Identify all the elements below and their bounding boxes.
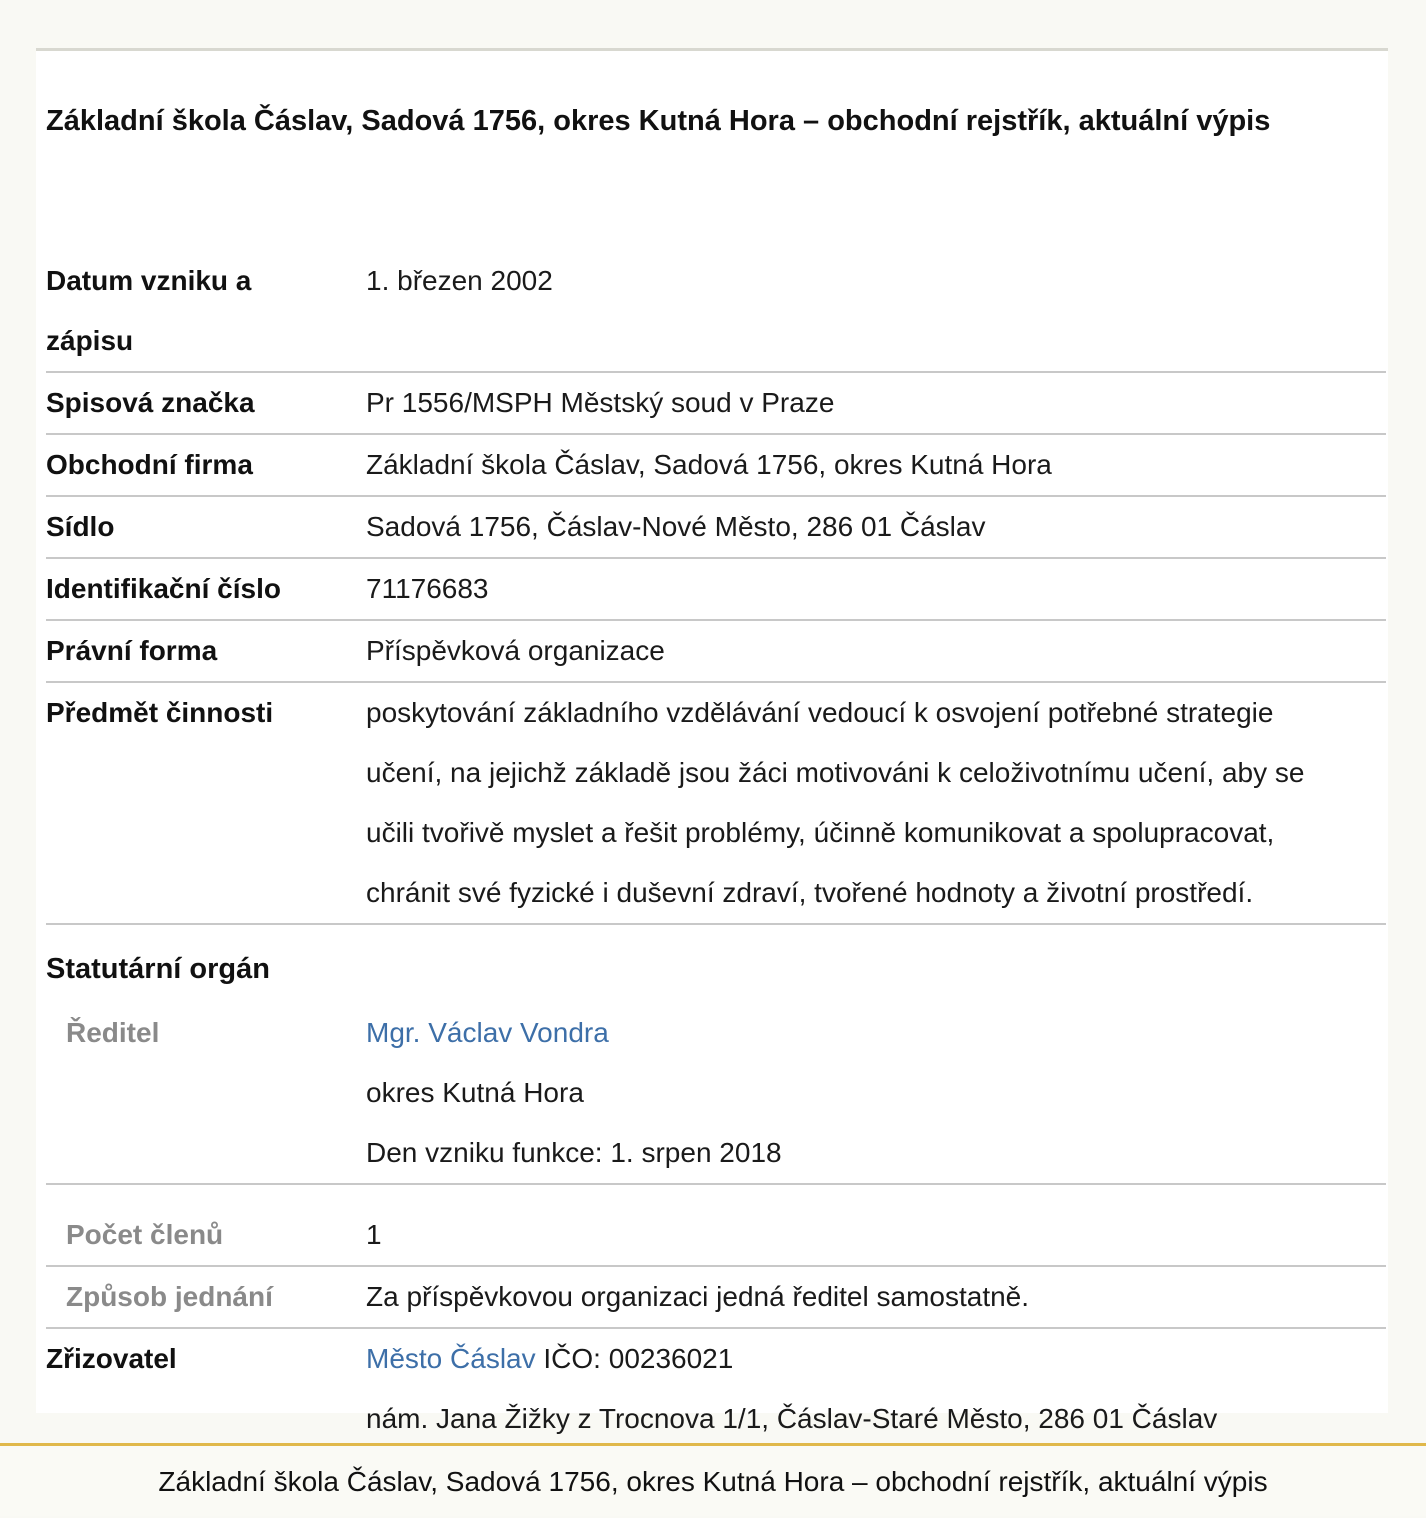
predmet-line: poskytování základního vzdělávání vedoucí k osvojení potřebné strategie — [366, 697, 1274, 728]
label-pocet: Počet členů — [66, 1219, 224, 1250]
row-ico — [46, 559, 1386, 621]
value-predmet — [366, 683, 1386, 923]
label-spisova: Spisová značka — [46, 387, 255, 418]
value-zrizovatel — [366, 1329, 1386, 1449]
value-spisova: Pr 1556/MSPH Městský soud v Praze — [366, 387, 835, 418]
predmet-line: učení, na jejichž základě jsou žáci motivováni k celoživotnímu učení, aby se — [366, 757, 1305, 788]
row-spisova — [46, 373, 1386, 435]
row-zrizovatel — [46, 1329, 1386, 1451]
value-reditel — [366, 1003, 1386, 1183]
label-sidlo: Sídlo — [46, 511, 115, 542]
predmet-line: chránit své fyzické i duševní zdraví, tvořené hodnoty a životní prostředí. — [366, 877, 1254, 908]
value-sidlo: Sadová 1756, Čáslav-Nové Město, 286 01 Čáslav — [366, 511, 986, 542]
value-datum: 1. březen 2002 — [366, 265, 553, 296]
row-zpusob — [46, 1267, 1386, 1329]
value-pocet: 1 — [366, 1219, 382, 1250]
row-firma — [46, 435, 1386, 497]
reditel-district: okres Kutná Hora — [366, 1077, 584, 1108]
value-ico: 71176683 — [366, 573, 489, 604]
label-forma: Právní forma — [46, 635, 218, 666]
value-zpusob: Za příspěvkovou organizaci jedná ředitel samostatně. — [366, 1281, 1030, 1312]
label-zrizovatel: Zřizovatel — [46, 1343, 177, 1374]
label-firma: Obchodní firma — [46, 449, 253, 480]
row-sidlo — [46, 497, 1386, 559]
value-firma: Základní škola Čáslav, Sadová 1756, okres Kutná Hora — [366, 449, 1052, 480]
label-predmet: Předmět činnosti — [46, 697, 274, 728]
label-zpusob: Způsob jednání — [66, 1281, 273, 1312]
reditel-since: Den vzniku funkce: 1. srpen 2018 — [366, 1137, 782, 1168]
label-datum: Datum vzniku a zápisu — [46, 265, 252, 356]
row-pocet — [46, 1205, 1386, 1267]
footer-caption: Základní škola Čáslav, Sadová 1756, okres Kutná Hora – obchodní rejstřík, aktuální výpis — [0, 1446, 1426, 1516]
value-forma: Příspěvková organizace — [366, 635, 665, 666]
label-reditel: Ředitel — [66, 1017, 160, 1048]
row-predmet — [46, 683, 1386, 925]
label-ico: Identifikační číslo — [46, 573, 281, 604]
zrizovatel-ico: IČO: 00236021 — [543, 1343, 734, 1374]
register-card — [36, 48, 1388, 1434]
row-reditel — [46, 1003, 1386, 1185]
section-heading-statutarni: Statutární orgán — [46, 953, 270, 985]
row-forma — [46, 621, 1386, 683]
reditel-name-link[interactable]: Mgr. Václav Vondra — [366, 1017, 609, 1048]
predmet-line: učili tvořivě myslet a řešit problémy, účinně komunikovat a spolupracovat, — [366, 817, 1275, 848]
zrizovatel-address: nám. Jana Žižky z Trocnova 1/1, Čáslav-Staré Město, 286 01 Čáslav — [366, 1403, 1218, 1434]
row-datum — [46, 251, 1386, 373]
page-title: Základní škola Čáslav, Sadová 1756, okres Kutná Hora – obchodní rejstřík, aktuální výpis — [46, 105, 1271, 137]
zrizovatel-name-link[interactable]: Město Čáslav — [366, 1343, 536, 1374]
